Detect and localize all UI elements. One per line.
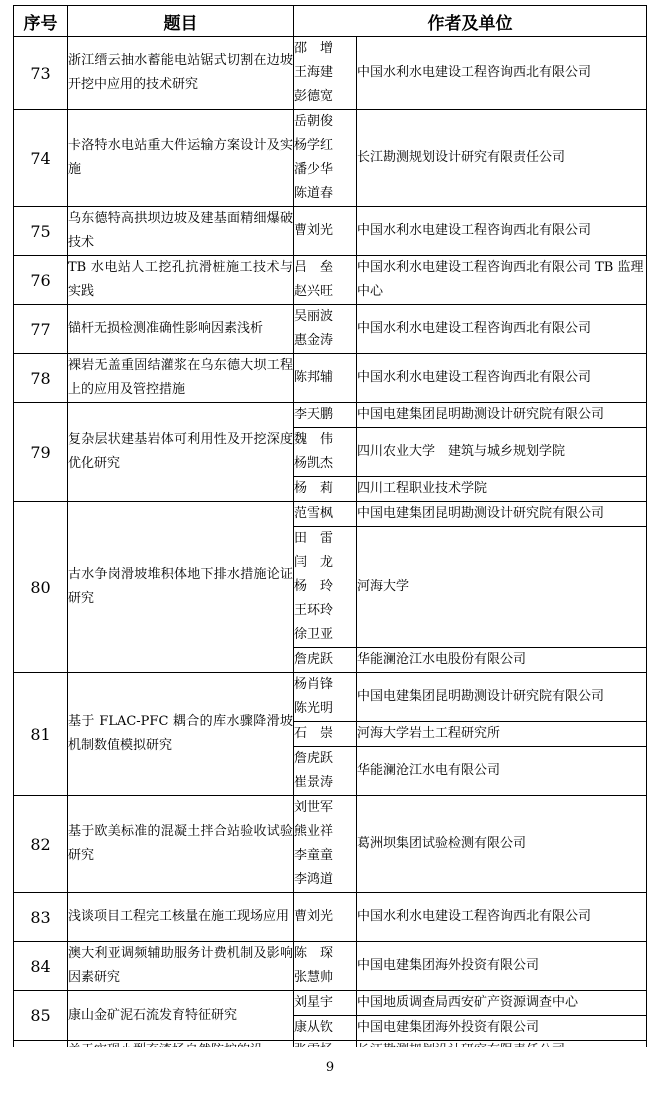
author-name: 陈 琛 xyxy=(294,946,334,961)
authors-cell xyxy=(294,673,357,722)
table-row xyxy=(14,796,647,893)
author-name: 王环玲 xyxy=(294,603,334,618)
organization: 河海大学 xyxy=(357,527,647,648)
table-row xyxy=(14,37,647,110)
paper-title: 卡洛特水电站重大件运输方案设计及实施 xyxy=(68,110,294,207)
authors-cell xyxy=(294,722,357,747)
author-name: 曹刘光 xyxy=(294,223,334,238)
author-name: 吴丽波 xyxy=(294,309,334,324)
table-header xyxy=(14,6,647,37)
organization: 河海大学岩土工程研究所 xyxy=(357,722,647,747)
table-row xyxy=(14,110,647,207)
authors-cell xyxy=(294,207,357,256)
authors-cell xyxy=(294,796,357,893)
row-number: 80 xyxy=(14,502,68,673)
page-number: 9 xyxy=(325,1060,335,1075)
table-row xyxy=(14,673,647,722)
author-name: 田 雷 xyxy=(294,531,334,546)
author-name: 李鸿道 xyxy=(294,872,334,887)
paper-title: 乌东德特高拱坝边坡及建基面精细爆破技术 xyxy=(68,207,294,256)
authors-cell xyxy=(294,648,357,673)
authors-cell xyxy=(294,942,357,991)
author-name: 徐卫亚 xyxy=(294,627,334,642)
author-name: 赵兴旺 xyxy=(294,284,334,299)
row-number: 73 xyxy=(14,37,68,110)
table-row xyxy=(14,893,647,942)
author-name: 石 崇 xyxy=(294,726,334,741)
author-name: 潘少华 xyxy=(294,162,334,177)
author-name: 杨 莉 xyxy=(294,481,334,496)
author-name: 邵 增 xyxy=(294,41,334,56)
authors-cell xyxy=(294,305,357,354)
authors-cell xyxy=(294,37,357,110)
author-name: 刘世军 xyxy=(294,800,334,815)
paper-title: 浙江缙云抽水蓄能电站锯式切割在边坡开挖中应用的技术研究 xyxy=(68,37,294,110)
author-name: 陈光明 xyxy=(294,701,334,716)
organization: 长江勘测规划设计研究有限责任公司 xyxy=(357,110,647,207)
author-name: 李天鹏 xyxy=(294,407,334,422)
authors-cell xyxy=(294,991,357,1016)
table-row xyxy=(14,305,647,354)
paper-title: 锚杆无损检测准确性影响因素浅析 xyxy=(68,305,294,354)
table-row xyxy=(14,942,647,991)
author-name: 陈邦辅 xyxy=(294,370,334,385)
table-row xyxy=(14,354,647,403)
author-name: 岳朝俊 xyxy=(294,114,334,129)
organization: 四川工程职业技术学院 xyxy=(357,477,647,502)
authors-cell xyxy=(294,1016,357,1041)
authors-cell xyxy=(294,428,357,477)
paper-title: 复杂层状建基岩体可利用性及开挖深度优化研究 xyxy=(68,403,294,502)
author-name: 陈道春 xyxy=(294,186,334,201)
organization: 中国电建集团昆明勘测设计研究院有限公司 xyxy=(357,403,647,428)
organization: 中国电建集团昆明勘测设计研究院有限公司 xyxy=(357,673,647,722)
table-row xyxy=(14,207,647,256)
header-number: 序号 xyxy=(14,6,68,37)
author-name: 熊业祥 xyxy=(294,824,334,839)
organization: 中国水利水电建设工程咨询西北有限公司 xyxy=(357,893,647,942)
authors-cell xyxy=(294,527,357,648)
paper-title: 裸岩无盖重固结灌浆在乌东德大坝工程上的应用及管控措施 xyxy=(68,354,294,403)
author-name: 彭德宽 xyxy=(294,89,334,104)
author-name: 崔景涛 xyxy=(294,775,334,790)
row-number: 78 xyxy=(14,354,68,403)
paper-title: TB 水电站人工挖孔抗滑桩施工技术与实践 xyxy=(68,256,294,305)
paper-title: 澳大利亚调频辅助服务计费机制及影响因素研究 xyxy=(68,942,294,991)
row-number: 76 xyxy=(14,256,68,305)
authors-cell xyxy=(294,354,357,403)
author-name: 詹虎跃 xyxy=(294,652,334,667)
organization: 中国水利水电建设工程咨询西北有限公司 xyxy=(357,354,647,403)
authors-cell xyxy=(294,747,357,796)
organization: 华能澜沧江水电股份有限公司 xyxy=(357,648,647,673)
author-name: 李童童 xyxy=(294,848,334,863)
author-name: 王海建 xyxy=(294,65,334,80)
organization: 中国水利水电建设工程咨询西北有限公司 TB 监理中心 xyxy=(357,256,647,305)
author-name: 张慧帅 xyxy=(294,970,334,985)
author-name: 詹虎跃 xyxy=(294,751,334,766)
author-name: 曹刘光 xyxy=(294,909,334,924)
author-name: 吕 垒 xyxy=(294,260,334,275)
paper-title: 浅谈项目工程完工核量在施工现场应用 xyxy=(68,893,294,942)
table-row xyxy=(14,256,647,305)
paper-title: 基于 FLAC-PFC 耦合的库水骤降滑坡机制数值模拟研究 xyxy=(68,673,294,796)
authors-cell xyxy=(294,893,357,942)
row-number: 79 xyxy=(14,403,68,502)
table-body xyxy=(14,37,647,1070)
organization: 中国电建集团昆明勘测设计研究院有限公司 xyxy=(357,502,647,527)
author-name: 闫 龙 xyxy=(294,555,334,570)
authors-cell xyxy=(294,477,357,502)
author-name: 惠金涛 xyxy=(294,333,334,348)
paper-title: 基于欧美标准的混凝土拌合站验收试验研究 xyxy=(68,796,294,893)
author-name: 范雪枫 xyxy=(294,506,334,521)
author-name: 康从钦 xyxy=(294,1020,334,1035)
row-number: 81 xyxy=(14,673,68,796)
author-name: 杨学红 xyxy=(294,138,334,153)
organization: 中国水利水电建设工程咨询西北有限公司 xyxy=(357,207,647,256)
row-number: 83 xyxy=(14,893,68,942)
row-number: 74 xyxy=(14,110,68,207)
row-number: 84 xyxy=(14,942,68,991)
organization: 葛洲坝集团试验检测有限公司 xyxy=(357,796,647,893)
authors-cell xyxy=(294,403,357,428)
papers-table xyxy=(13,5,647,1070)
organization: 中国地质调查局西安矿产资源调查中心 xyxy=(357,991,647,1016)
header-authors-orgs: 作者及单位 xyxy=(294,6,647,37)
row-number: 77 xyxy=(14,305,68,354)
authors-cell xyxy=(294,110,357,207)
table-row xyxy=(14,991,647,1016)
organization: 中国电建集团海外投资有限公司 xyxy=(357,942,647,991)
authors-cell xyxy=(294,256,357,305)
organization: 中国电建集团海外投资有限公司 xyxy=(357,1016,647,1041)
organization: 华能澜沧江水电有限公司 xyxy=(357,747,647,796)
organization: 中国水利水电建设工程咨询西北有限公司 xyxy=(357,305,647,354)
row-number: 85 xyxy=(14,991,68,1041)
row-number: 82 xyxy=(14,796,68,893)
author-name: 杨肖锋 xyxy=(294,677,334,692)
organization: 四川农业大学 建筑与城乡规划学院 xyxy=(357,428,647,477)
organization: 中国水利水电建设工程咨询西北有限公司 xyxy=(357,37,647,110)
author-name: 杨 玲 xyxy=(294,579,334,594)
paper-title: 康山金矿泥石流发育特征研究 xyxy=(68,991,294,1041)
header-title: 题目 xyxy=(68,6,294,37)
author-name: 魏 伟 xyxy=(294,432,334,447)
author-name: 刘星宇 xyxy=(294,995,334,1010)
authors-cell xyxy=(294,502,357,527)
row-number: 75 xyxy=(14,207,68,256)
table-row xyxy=(14,502,647,527)
table-row xyxy=(14,403,647,428)
paper-title: 古水争岗滑坡堆积体地下排水措施论证研究 xyxy=(68,502,294,673)
author-name: 杨凯杰 xyxy=(294,456,334,471)
